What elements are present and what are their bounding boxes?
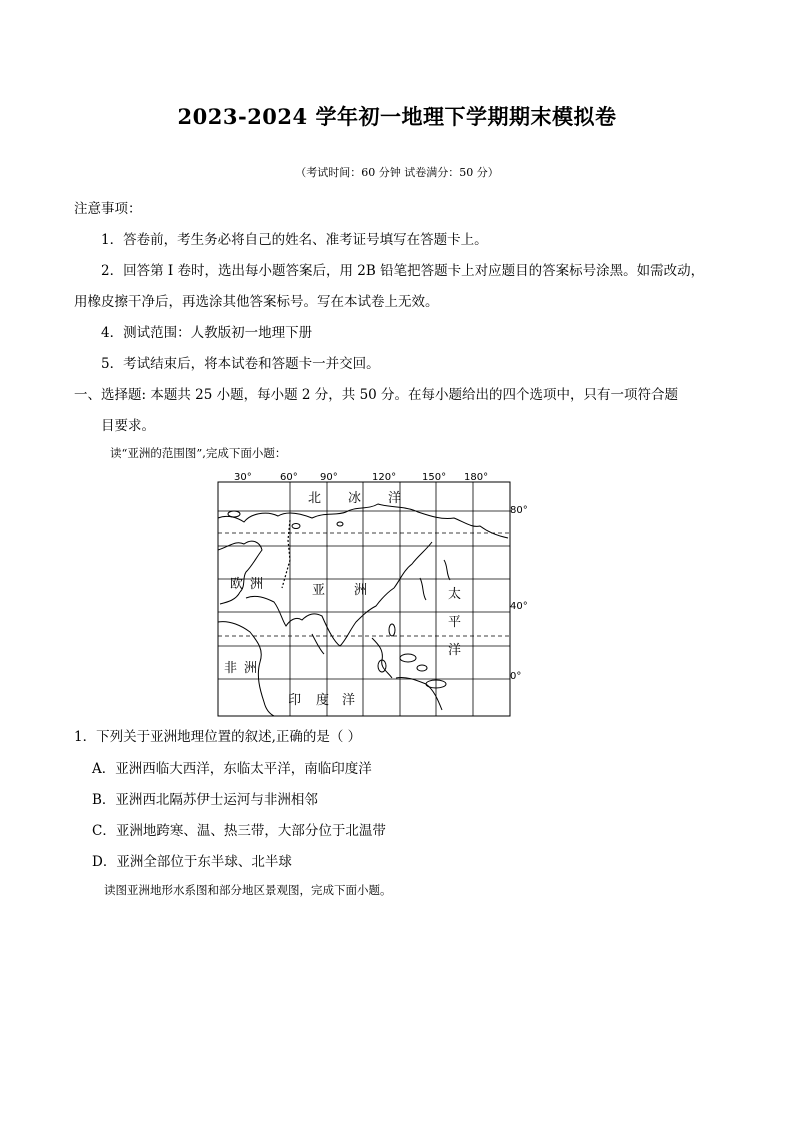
next-intro: 读图亚洲地形水系图和部分地区景观图，完成下面小题。: [104, 883, 392, 897]
lon-label: 180°: [464, 472, 489, 483]
note-item-4: 4．测试范围：人教版初一地理下册: [101, 325, 313, 341]
page-title: 2023-2024 学年初一地理下学期期末模拟卷: [177, 104, 617, 129]
lon-label: 150°: [422, 472, 447, 483]
pacific-label-2: 平: [448, 615, 462, 630]
pacific-label-3: 洋: [448, 643, 462, 658]
lon-label: 30°: [234, 472, 252, 483]
africa-label-2: 洲: [244, 661, 258, 676]
map-frame: [218, 482, 510, 716]
map-intro: 读“亚洲的范围图”,完成下面小题：: [110, 446, 287, 460]
asia-label-1: 亚: [312, 583, 326, 598]
lon-label: 90°: [320, 472, 338, 483]
exam-info: （考试时间：60 分钟 试卷满分：50 分）: [295, 166, 499, 179]
section-heading: 一、选择题: 本题共 25 小题，每小题 2 分，共 50 分。在每小题给出的四个选项中，只有一项符合题: [74, 387, 679, 403]
lon-label: 60°: [280, 472, 298, 483]
note-item-2-cont: 用橡皮擦干净后，再选涂其他答案标号。写在本试卷上无效。: [74, 294, 439, 310]
indian-label-1: 印: [288, 693, 302, 708]
arctic-label-2: 冰: [348, 491, 362, 506]
arctic-label-1: 北: [308, 491, 322, 506]
note-item-1: 1．答卷前，考生务必将自己的姓名、准考证号填写在答题卡上。: [101, 232, 488, 248]
europe-label-2: 洲: [250, 577, 264, 592]
islands: [228, 511, 446, 688]
lat-label: 80°: [510, 505, 528, 516]
indian-label-2: 度: [316, 693, 330, 708]
indian-label-3: 洋: [342, 693, 356, 708]
europe-label-1: 欧: [230, 577, 244, 592]
option-c: C．亚洲地跨寒、温、热三带，大部分位于北温带: [92, 823, 386, 839]
lon-label: 120°: [372, 472, 397, 483]
note-item-2: 2．回答第 I 卷时，选出每小题答案后，用 2B 铅笔把答题卡上对应题目的答案标号涂黑。如需改动，: [101, 263, 705, 279]
asia-range-map: [216, 470, 528, 720]
latitude-labels: [510, 505, 528, 682]
lat-label: 0°: [510, 671, 522, 682]
longitude-labels: [234, 472, 488, 483]
map-grid: [218, 482, 510, 716]
section-heading-cont: 目要求。: [101, 418, 155, 434]
arctic-label-3: 洋: [388, 491, 402, 506]
pacific-label-1: 太: [448, 587, 462, 602]
africa-label-1: 非: [224, 661, 238, 676]
asia-label-2: 洲: [354, 583, 368, 598]
question-1-stem: 1．下列关于亚洲地理位置的叙述,正确的是（ ）: [74, 729, 362, 745]
boundary-line: [282, 520, 290, 588]
note-item-5: 5．考试结束后，将本试卷和答题卡一并交回。: [101, 356, 380, 372]
notes-heading: 注意事项：: [74, 201, 142, 217]
option-b: B．亚洲西北隔苏伊士运河与非洲相邻: [92, 792, 318, 808]
option-a: A．亚洲西临大西洋，东临太平洋，南临印度洋: [92, 761, 372, 777]
lat-label: 40°: [510, 601, 528, 612]
option-d: D．亚洲全部位于东半球、北半球: [92, 854, 292, 870]
